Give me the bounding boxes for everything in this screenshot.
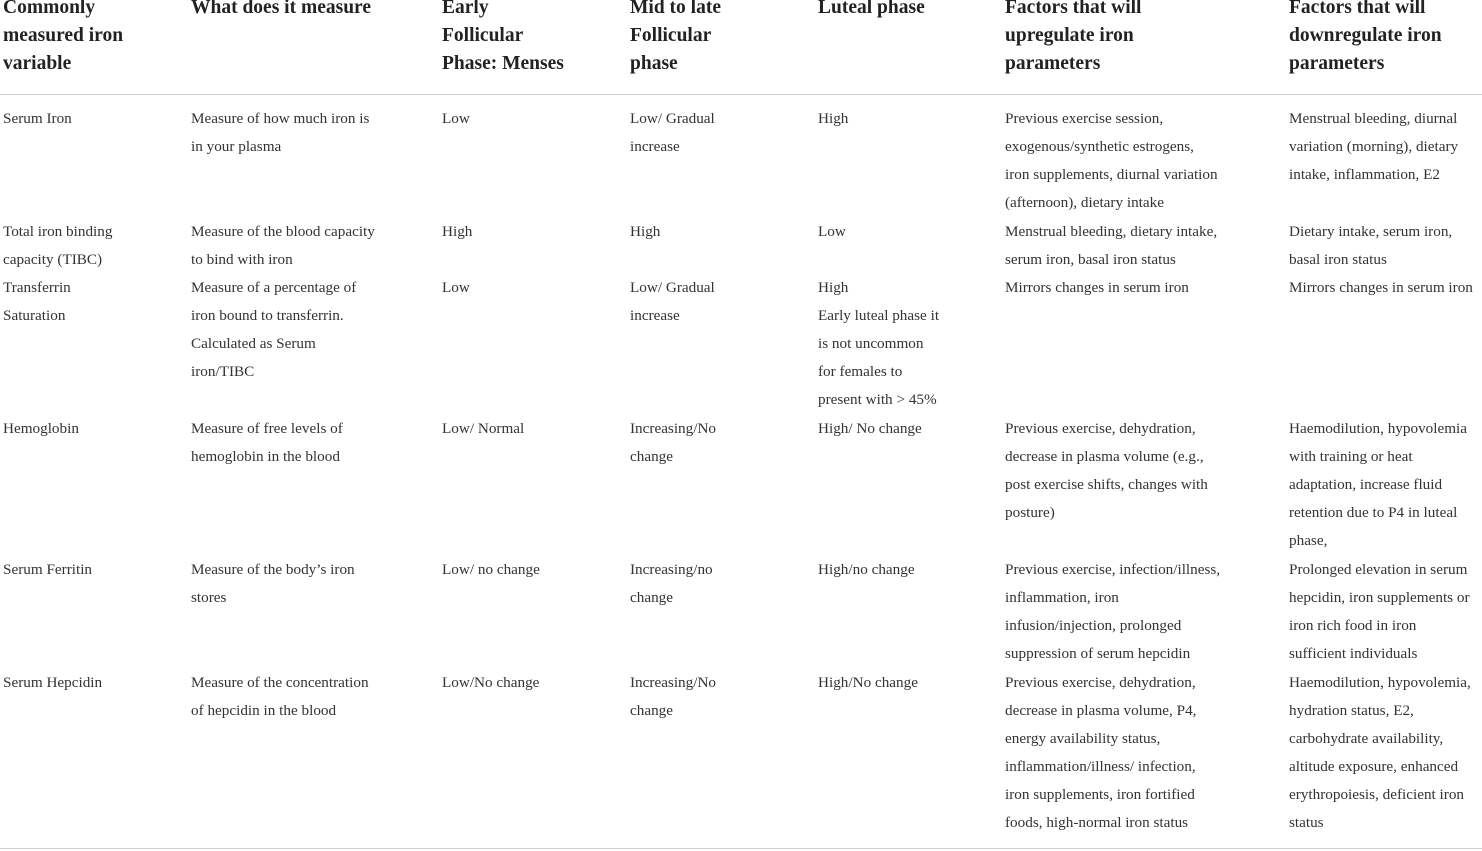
cell-luteal: Low xyxy=(818,223,846,240)
cell-upregulate: Menstrual bleeding, dietary intake, serum iron, basal iron status xyxy=(1005,223,1218,268)
cell-measure: Measure of the concentration of hepcidin in the blood xyxy=(191,674,369,719)
cell-luteal: High Early luteal phase it is not uncommon for females to present with > 45% xyxy=(818,279,940,408)
cell-early-follicular: Low/ Normal xyxy=(442,420,525,437)
cell-measure: Measure of a percentage of iron bound to transferrin. Calculated as Serum iron/TIBC xyxy=(191,279,357,380)
cell-variable: Serum Hepcidin xyxy=(3,674,103,691)
cell-variable: Serum Ferritin xyxy=(3,561,93,578)
cell-mid-late-follicular: Increasing/No change xyxy=(630,420,717,465)
header-mid-late-follicular: Mid to late Follicular phase xyxy=(630,0,721,74)
header-iron-variable: Commonly measured iron variable xyxy=(3,0,124,74)
cell-variable: Hemoglobin xyxy=(3,420,79,437)
cell-mid-late-follicular: Increasing/No change xyxy=(630,674,717,719)
cell-variable: Total iron binding capacity (TIBC) xyxy=(3,223,113,268)
cell-downregulate: Menstrual bleeding, diurnal variation (morning), dietary intake, inflammation, E2 xyxy=(1289,110,1459,183)
cell-downregulate: Haemodilution, hypovolemia, hydration status, E2, carbohydrate availability, altitude exposure, enhanced erythropoiesis, deficient iron status xyxy=(1289,674,1471,831)
header-divider xyxy=(0,94,1482,95)
header-upregulate-factors: Factors that will upregulate iron parameters xyxy=(1005,0,1142,74)
cell-mid-late-follicular: Increasing/no change xyxy=(630,561,713,606)
cell-luteal: High xyxy=(818,110,849,127)
cell-early-follicular: High xyxy=(442,223,473,240)
cell-measure: Measure of how much iron is in your plasma xyxy=(191,110,370,155)
cell-early-follicular: Low xyxy=(442,279,470,296)
cell-early-follicular: Low/ no change xyxy=(442,561,540,578)
cell-measure: Measure of free levels of hemoglobin in the blood xyxy=(191,420,343,465)
cell-upregulate: Previous exercise, dehydration, decrease in plasma volume (e.g., post exercise shifts, changes with posture) xyxy=(1005,420,1208,521)
table-header xyxy=(0,0,1482,94)
cell-variable: Transferrin Saturation xyxy=(3,279,71,324)
cell-measure: Measure of the body’s iron stores xyxy=(191,561,355,606)
cell-mid-late-follicular: Low/ Gradual increase xyxy=(630,279,715,324)
cell-mid-late-follicular: High xyxy=(630,223,661,240)
cell-downregulate: Prolonged elevation in serum hepcidin, iron supplements or iron rich food in iron sufficient individuals xyxy=(1289,561,1470,662)
cell-luteal: High/no change xyxy=(818,561,915,578)
cell-upregulate: Previous exercise, dehydration, decrease in plasma volume, P4, energy availability status, inflammation/illness/ infection, iron supplements, iron fortified foods, high-normal iron status xyxy=(1005,674,1197,831)
header-early-follicular: Early Follicular Phase: Menses xyxy=(442,0,564,74)
cell-early-follicular: Low xyxy=(442,110,470,127)
cell-downregulate: Haemodilution, hypovolemia with training or heat adaptation, increase fluid retention due to P4 in luteal phase, xyxy=(1289,420,1468,549)
table-bottom-rule xyxy=(0,848,1482,849)
header-luteal-phase: Luteal phase xyxy=(818,0,925,18)
cell-downregulate: Mirrors changes in serum iron xyxy=(1289,279,1473,296)
cell-upregulate: Previous exercise session, exogenous/synthetic estrogens, iron supplements, diurnal variation (afternoon), dietary intake xyxy=(1005,110,1218,211)
header-downregulate-factors: Factors that will downregulate iron parameters xyxy=(1289,0,1442,74)
cell-measure: Measure of the blood capacity to bind with iron xyxy=(191,223,375,268)
cell-downregulate: Dietary intake, serum iron, basal iron status xyxy=(1289,223,1453,268)
cell-upregulate: Mirrors changes in serum iron xyxy=(1005,279,1189,296)
cell-luteal: High/ No change xyxy=(818,420,922,437)
cell-mid-late-follicular: Low/ Gradual increase xyxy=(630,110,715,155)
cell-luteal: High/No change xyxy=(818,674,918,691)
cell-variable: Serum Iron xyxy=(3,110,72,127)
cell-upregulate: Previous exercise, infection/illness, inflammation, iron infusion/injection, prolonged suppression of serum hepcidin xyxy=(1005,561,1221,662)
header-what-it-measures: What does it measure xyxy=(191,0,372,18)
cell-early-follicular: Low/No change xyxy=(442,674,540,691)
